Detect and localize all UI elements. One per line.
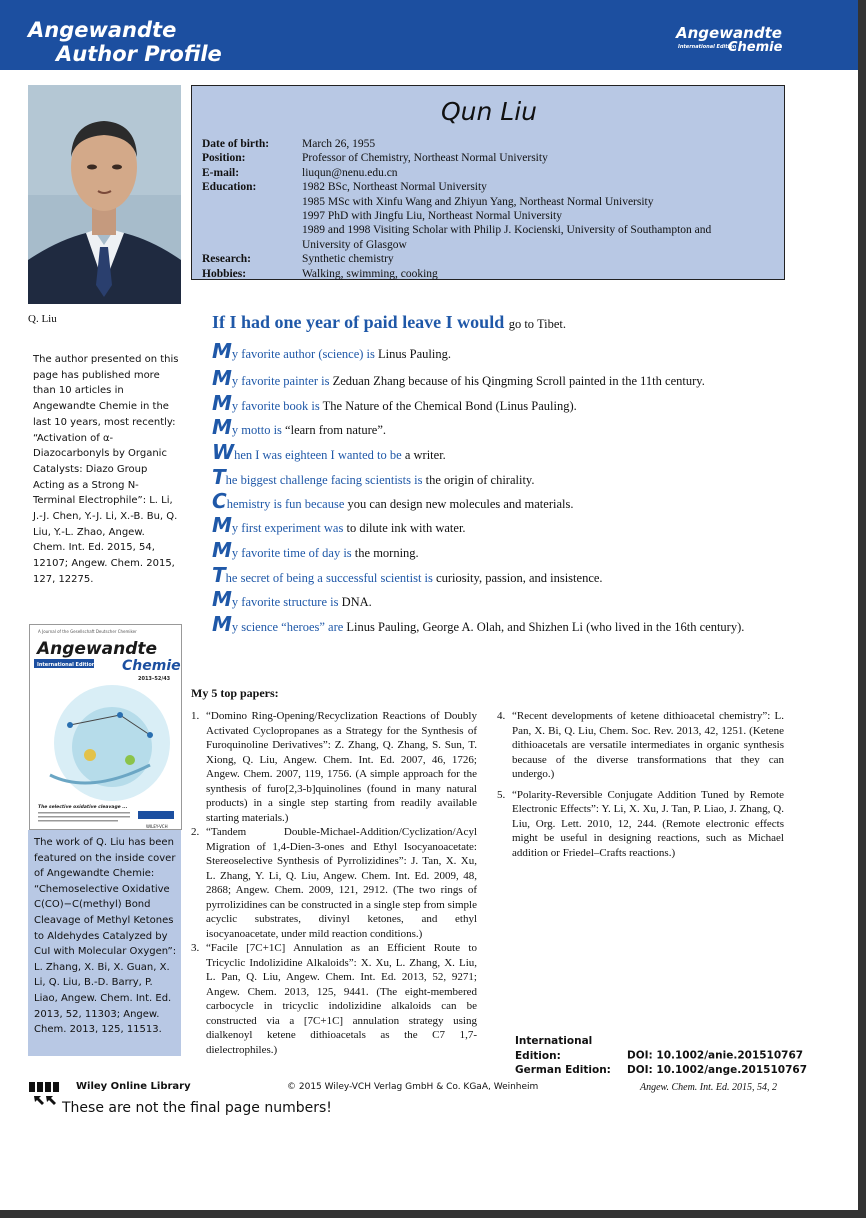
qa-answer: curiosity, passion, and insistence. xyxy=(436,571,603,585)
paper-text: “Domino Ring-Opening/Recyclization Reactions of Doubly Activated Cyclopropanes as a Strategy for the Synthesis of Furoquinoline Derivatives”: Z. Zhang, Q. Zhang, S. Sun, T. Xiong, Q. Liu, Angew. Chem. Int. Ed. 2007, 46, 1726; Angew. Chem. 2007, 119, 1756. (A simple approach for the synthesis of furo[2,3-b]quinolines (found in many natural products) in a single step starting from readily available starting materials.) xyxy=(206,710,477,824)
not-final-page-numbers-notice: These are not the final page numbers! xyxy=(62,1100,332,1116)
corner-arrows-icon xyxy=(33,1095,57,1109)
qa-initial: C xyxy=(212,489,227,513)
cover-image xyxy=(30,625,182,830)
qa-question: he secret of being a successful scientist is xyxy=(225,571,433,585)
info-label: Research: xyxy=(202,253,251,266)
qa-initial: M xyxy=(212,391,232,415)
qa-item xyxy=(212,563,790,587)
cover-edition: International Edition xyxy=(37,662,96,668)
qa-answer: DNA. xyxy=(341,595,372,609)
info-label: E-mail: xyxy=(202,166,240,179)
qa-item xyxy=(212,538,790,562)
top-papers-heading: My 5 top papers: xyxy=(191,686,279,700)
qa-initial: T xyxy=(212,563,226,587)
qa-answer: “learn from nature”. xyxy=(285,423,387,437)
cover-caption: The selective oxidative cleavage ... xyxy=(38,805,128,810)
qa-answer: Linus Pauling, George A. Olah, and Shizhen Li (who lived in the 16th century). xyxy=(346,620,745,634)
info-value: University of Glasgow xyxy=(302,238,407,251)
qa-item xyxy=(212,339,790,363)
qa-question: y favorite painter is xyxy=(231,374,330,388)
doi-label: German Edition: xyxy=(515,1064,611,1076)
qa-answer: you can design new molecules and materials. xyxy=(347,497,574,511)
author-name: Qun Liu xyxy=(440,97,538,126)
qa-question: y first experiment was xyxy=(231,521,344,535)
section-title-line1: Angewandte xyxy=(28,18,177,42)
qa-question: hemistry is fun because xyxy=(226,497,345,511)
qa-item xyxy=(212,587,790,611)
qa-question: y motto is xyxy=(231,423,282,437)
qa-answer: the origin of chirality. xyxy=(425,473,535,487)
qa-item xyxy=(212,513,790,537)
logo-edition: International Edition xyxy=(678,44,737,50)
photo-caption: Q. Liu xyxy=(28,313,57,325)
paper-number: 5. xyxy=(497,788,506,801)
qa-question: he biggest challenge facing scientists is xyxy=(225,473,423,487)
paper-text: “Tandem Double-Michael-Addition/Cyclization/Acyl Migration of 1,4-Dien-3-ones and Ethyl Isocyanoacetate: Stereoselective Synthesis of Pyrrolizidines”: J. Tan, X. Xu, L. Zhang, Y. Li, Q. Liu, Angew. Chem. Int. Ed. 2009, 48, 2868; Angew. Chem. 2009, 121, 2912. (The two rings of pyrrolizidines can be constructed in a single step from simple acyclic substrates, divinyl ketones, and ethyl isocyanoacetate, under mild reaction conditions.) xyxy=(206,826,477,940)
profile-info-box xyxy=(191,85,785,280)
paper-item xyxy=(191,825,477,941)
author-portrait-image xyxy=(28,85,181,304)
paper-number: 1. xyxy=(191,710,200,722)
page-edge-right xyxy=(858,0,866,1218)
info-value: 1985 MSc with Xinfu Wang and Zhiyun Yang, Northeast Normal University xyxy=(302,195,654,208)
cover-top-text: A Journal of the Gesellschaft Deutscher Chemiker xyxy=(38,629,137,634)
info-value: Professor of Chemistry, Northeast Normal University xyxy=(302,152,548,165)
info-label: Hobbies: xyxy=(202,267,247,280)
page-footer xyxy=(0,1080,858,1120)
doi-value: DOI: 10.1002/anie.201510767 xyxy=(627,1049,804,1062)
qa-initial: M xyxy=(212,513,232,537)
journal-cover-thumbnail xyxy=(29,624,182,830)
qa-answer: Zeduan Zhang because of his Qingming Scroll painted in the 11th century. xyxy=(332,374,705,388)
qa-item xyxy=(212,440,790,464)
qa-initial: M xyxy=(212,339,232,363)
paper-number: 4. xyxy=(497,710,506,722)
info-value: liuqun@nenu.edu.cn xyxy=(302,166,398,179)
doi-block xyxy=(515,1034,807,1078)
cover-title: Angewandte xyxy=(37,639,158,659)
doi-german xyxy=(515,1063,807,1078)
qa-initial: M xyxy=(212,587,232,611)
top-papers-left-column xyxy=(191,709,477,1057)
qa-initial: W xyxy=(212,440,235,464)
qa-answer: to dilute ink with water. xyxy=(346,521,466,535)
section-title xyxy=(28,18,222,66)
journal-reference: Angew. Chem. Int. Ed. 2015, 54, 2 xyxy=(640,1082,778,1093)
info-label: Date of birth: xyxy=(202,138,270,150)
qa-question: y favorite time of day is xyxy=(231,546,352,560)
info-value: 1997 PhD with Jingfu Liu, Northeast Normal University xyxy=(302,210,563,222)
cover-publisher: WILEY-VCH xyxy=(146,824,168,829)
author-photo xyxy=(28,85,181,304)
journal-logo xyxy=(676,24,788,58)
top-papers-right-column xyxy=(497,709,784,860)
qa-answer: a writer. xyxy=(404,448,446,462)
page-edge-bottom xyxy=(0,1210,866,1218)
doi-label: International Edition: xyxy=(515,1035,593,1062)
info-value: 1989 and 1998 Visiting Scholar with Philip J. Kocienski, University of Southampton and xyxy=(302,224,712,237)
info-value: Synthetic chemistry xyxy=(302,253,394,266)
sidebar-cover-note: The work of Q. Liu has been featured on the inside cover of Angewandte Chemie: “Chemoselective Oxidative C(CO)−C(methyl) Bond Cleavage of Methyl Ketones to Aldehydes Catalyzed by CuI with Molecular Oxygen”: L. Zhang, X. Bi, X. Guan, X. Li, Q. Liu, B.-D. Barry, P. Liao, Angew. Chem. Int. Ed. 2013, 52, 11303; Angew. Chem. 2013, 125, 11513. xyxy=(28,830,181,1056)
info-value: Walking, swimming, cooking xyxy=(302,267,438,280)
page-bars-icon xyxy=(29,1082,61,1092)
leave-question: If I had one year of paid leave I would xyxy=(212,312,505,332)
qa-initial: T xyxy=(212,465,226,489)
qa-question: y favorite book is xyxy=(231,399,320,413)
qa-item xyxy=(212,391,790,415)
logo-word-chemie: Chemie xyxy=(728,40,783,55)
paper-text: “Recent developments of ketene dithioacetal chemistry”: L. Pan, X. Bi, Q. Liu, Chem. Soc. Rev. 2013, 42, 1251. (Ketene dithioacetals are versatile intermediates in organic synthesis because of the diverse transformations that they can undergo.) xyxy=(512,710,784,780)
wiley-online-library-link[interactable]: Wiley Online Library xyxy=(76,1081,191,1092)
qa-initial: M xyxy=(212,366,232,390)
paper-text: “Facile [7C+1C] Annulation as an Efficient Route to Tricyclic Indolizidine Alkaloids”: X. Xu, L. Zhang, X. Liu, L. Pan, Q. Liu, Angew. Chem. Int. Ed. 2013, 52, 9271; Angew. Chem. 2013, 125, 9441. (The eight-membered carbocycle in tricyclic indolizidine alkaloids can be constructed via a [7C+1C] annulation strategy using dialkenoyl ketene dithioacetals as the C7 1,7-dielectrophiles.) xyxy=(206,942,477,1056)
qa-question: y favorite author (science) is xyxy=(231,347,375,361)
info-value: March 26, 1955 xyxy=(302,138,376,150)
qa-initial: M xyxy=(212,538,232,562)
paper-item xyxy=(191,941,477,1057)
qa-item xyxy=(212,415,790,439)
qa-item xyxy=(212,489,790,513)
paper-item xyxy=(191,709,477,825)
qa-question: hen I was eighteen I wanted to be xyxy=(234,448,402,462)
qa-initial: M xyxy=(212,612,232,636)
qa-answer: Linus Pauling. xyxy=(378,347,451,361)
logo-word-angewandte: Angewandte xyxy=(676,24,782,42)
paid-leave-line xyxy=(212,312,566,333)
qa-answer: The Nature of the Chemical Bond (Linus Pauling). xyxy=(322,399,577,413)
paper-number: 2. xyxy=(191,826,200,838)
qa-item xyxy=(212,612,790,636)
qa-answer: the morning. xyxy=(354,546,419,560)
paper-number: 3. xyxy=(191,942,200,954)
cover-issue: 2013–52/43 xyxy=(138,676,171,682)
sidebar-articles-note: The author presented on this page has published more than 10 articles in Angewandte Chemie in the last 10 years, most recently: “Activation of α-Diazocarbonyls by Organic Catalysts: Diazo Group Acting as a Strong N-Terminal Electrophile”: L. Li, J.-J. Chen, Y.-J. Li, X.-B. Bu, Q. Liu, Y.-L. Zhao, Angew. Chem. Int. Ed. 2015, 54, 12107; Angew. Chem. 2015, 127, 12275. xyxy=(33,354,179,585)
paper-item xyxy=(497,709,784,782)
qa-initial: M xyxy=(212,415,232,439)
qa-question: y favorite structure is xyxy=(231,595,339,609)
paper-text: “Polarity-Reversible Conjugate Addition Tuned by Remote Electronic Effects”: Y. Li, X. Xu, J. Tan, P. Liao, J. Zhang, Q. Liu, Org. Lett. 2010, 12, 244. (Remote electronic effects might be useful in designing reactions, such as Michael addition or Friedel–Crafts reactions.) xyxy=(512,788,784,859)
qa-question: y science “heroes” are xyxy=(231,620,344,634)
qa-item xyxy=(212,366,790,390)
qa-item xyxy=(212,465,790,489)
info-label: Education: xyxy=(202,181,257,194)
leave-answer: go to Tibet. xyxy=(508,317,567,331)
doi-international xyxy=(515,1034,807,1063)
section-title-line2: Author Profile xyxy=(56,42,222,66)
copyright-text: © 2015 Wiley-VCH Verlag GmbH & Co. KGaA, Weinheim xyxy=(287,1082,539,1092)
cover-chemie: Chemie xyxy=(122,658,181,674)
paper-item xyxy=(497,788,784,861)
info-label: Position: xyxy=(202,152,246,165)
journal-header xyxy=(0,0,858,70)
info-value: 1982 BSc, Northeast Normal University xyxy=(302,181,487,194)
doi-value: DOI: 10.1002/ange.201510767 xyxy=(627,1064,808,1076)
